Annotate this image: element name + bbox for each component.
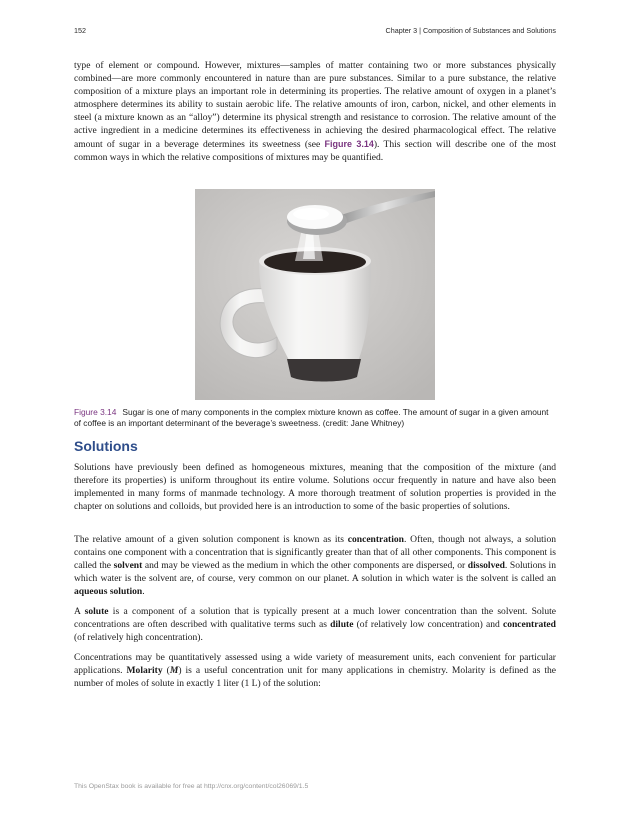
term-concentration: concentration (347, 534, 404, 545)
text-run: . Solutions in which water is the solvent are, of course, very common on our planet. A solution in which water is the solvent is called an (74, 560, 556, 585)
term-dissolved: dissolved (467, 560, 505, 572)
intro-paragraph (74, 59, 556, 164)
symbol-molarity: M (169, 665, 179, 677)
figure-caption-text: Sugar is one of many components in the complex mixture known as coffee. The amount of sugar in a given amount of coffee is an important determinant of the beverage’s sweetness. (credit: Jane Whitney) (74, 407, 549, 428)
paragraph-text: Solutions have previously been defined as homogeneous mixtures, meaning that the composition of the mixture (and therefore its properties) is uniform throughout its entire volume. Solutions occur frequently in nature and have also been implemented in many forms of manmade technology. A more thorough treatment of solution properties is provided in the chapter on solutions and colloids, but provided here is an introduction to some of the basic properties of solutions. (74, 462, 556, 513)
coffee-mug-illustration (195, 189, 435, 400)
page-header (74, 26, 556, 38)
term-concentrated: concentrated (502, 619, 556, 631)
paragraph-solutions-definition (74, 461, 556, 513)
text-run: (of relatively low concentration) and (353, 619, 503, 631)
text-run: (of relatively high concentration). (74, 632, 203, 644)
term-dilute: dilute (330, 619, 354, 631)
paragraph-molarity (74, 651, 556, 690)
section-title: Solutions (74, 438, 138, 454)
page-footer: This OpenStax book is available for free at http://cnx.org/content/col26069/1.5 (74, 783, 309, 790)
intro-text-1: type of element or compound. However, mixtures—samples of matter containing two or more substances physically combined—are more commonly encountered in nature than are pure substances. Similar to a pure substance, the relative composition of a mixture plays an important role in determining its properties. The relative amount of oxygen in a planet’s atmosphere determines its ability to sustain aerobic life. The relative amounts of iron, carbon, nickel, and other elements in steel (a mixture known as an “alloy”) determine its physical strength and resistance to corrosion. The relative amount of the active ingredient in a medicine determines its effectiveness in achieving the desired pharmacological effect. The relative amount of sugar in a beverage determines its sweetness (see (74, 60, 556, 150)
term-solvent: solvent (113, 560, 143, 572)
mug-base (287, 359, 361, 382)
paragraph-concentration (74, 533, 556, 598)
text-run: . (142, 586, 145, 598)
text-run: ) is a useful concentration unit for many applications in chemistry. Molarity is defined as the number of moles of solute in exactly 1 liter (1 L) of the solution: (74, 665, 556, 690)
text-run: The relative amount of a given solution component is known as its (74, 534, 348, 545)
text-run: is a component of a solution that is typically present at a much lower concentration than the solvent. Solute concentrations are often described with qualitative terms such as (74, 606, 556, 631)
figure-image-coffee-mug (195, 189, 435, 400)
figure-caption (74, 407, 556, 429)
text-run: . Often, though not always, a solution contains one component with a concentration that is significantly greater than that of all other components. This component is called the (74, 534, 556, 572)
page-number: 152 (74, 26, 86, 35)
figure-label: Figure 3.14 (74, 407, 117, 417)
figure-reference-link[interactable]: Figure 3.14 (324, 138, 374, 149)
term-aqueous-solution: aqueous solution (74, 586, 143, 598)
chapter-title: Chapter 3 | Composition of Substances and Solutions (385, 26, 556, 35)
paragraph-solute (74, 605, 556, 644)
text-run: A (74, 606, 85, 617)
text-run: ( (162, 665, 170, 677)
term-molarity: Molarity (126, 665, 163, 677)
text-run: and may be viewed as the medium in which the other components are dispersed, or (142, 560, 468, 572)
intro-text-2: ). This section will describe one of the most common ways in which the relative compositions of mixtures may be quantified. (74, 138, 556, 163)
text-run: Concentrations may be quantitatively assessed using a wide variety of measurement units, each convenient for particular applications. (74, 652, 556, 677)
term-solute: solute (84, 606, 109, 617)
